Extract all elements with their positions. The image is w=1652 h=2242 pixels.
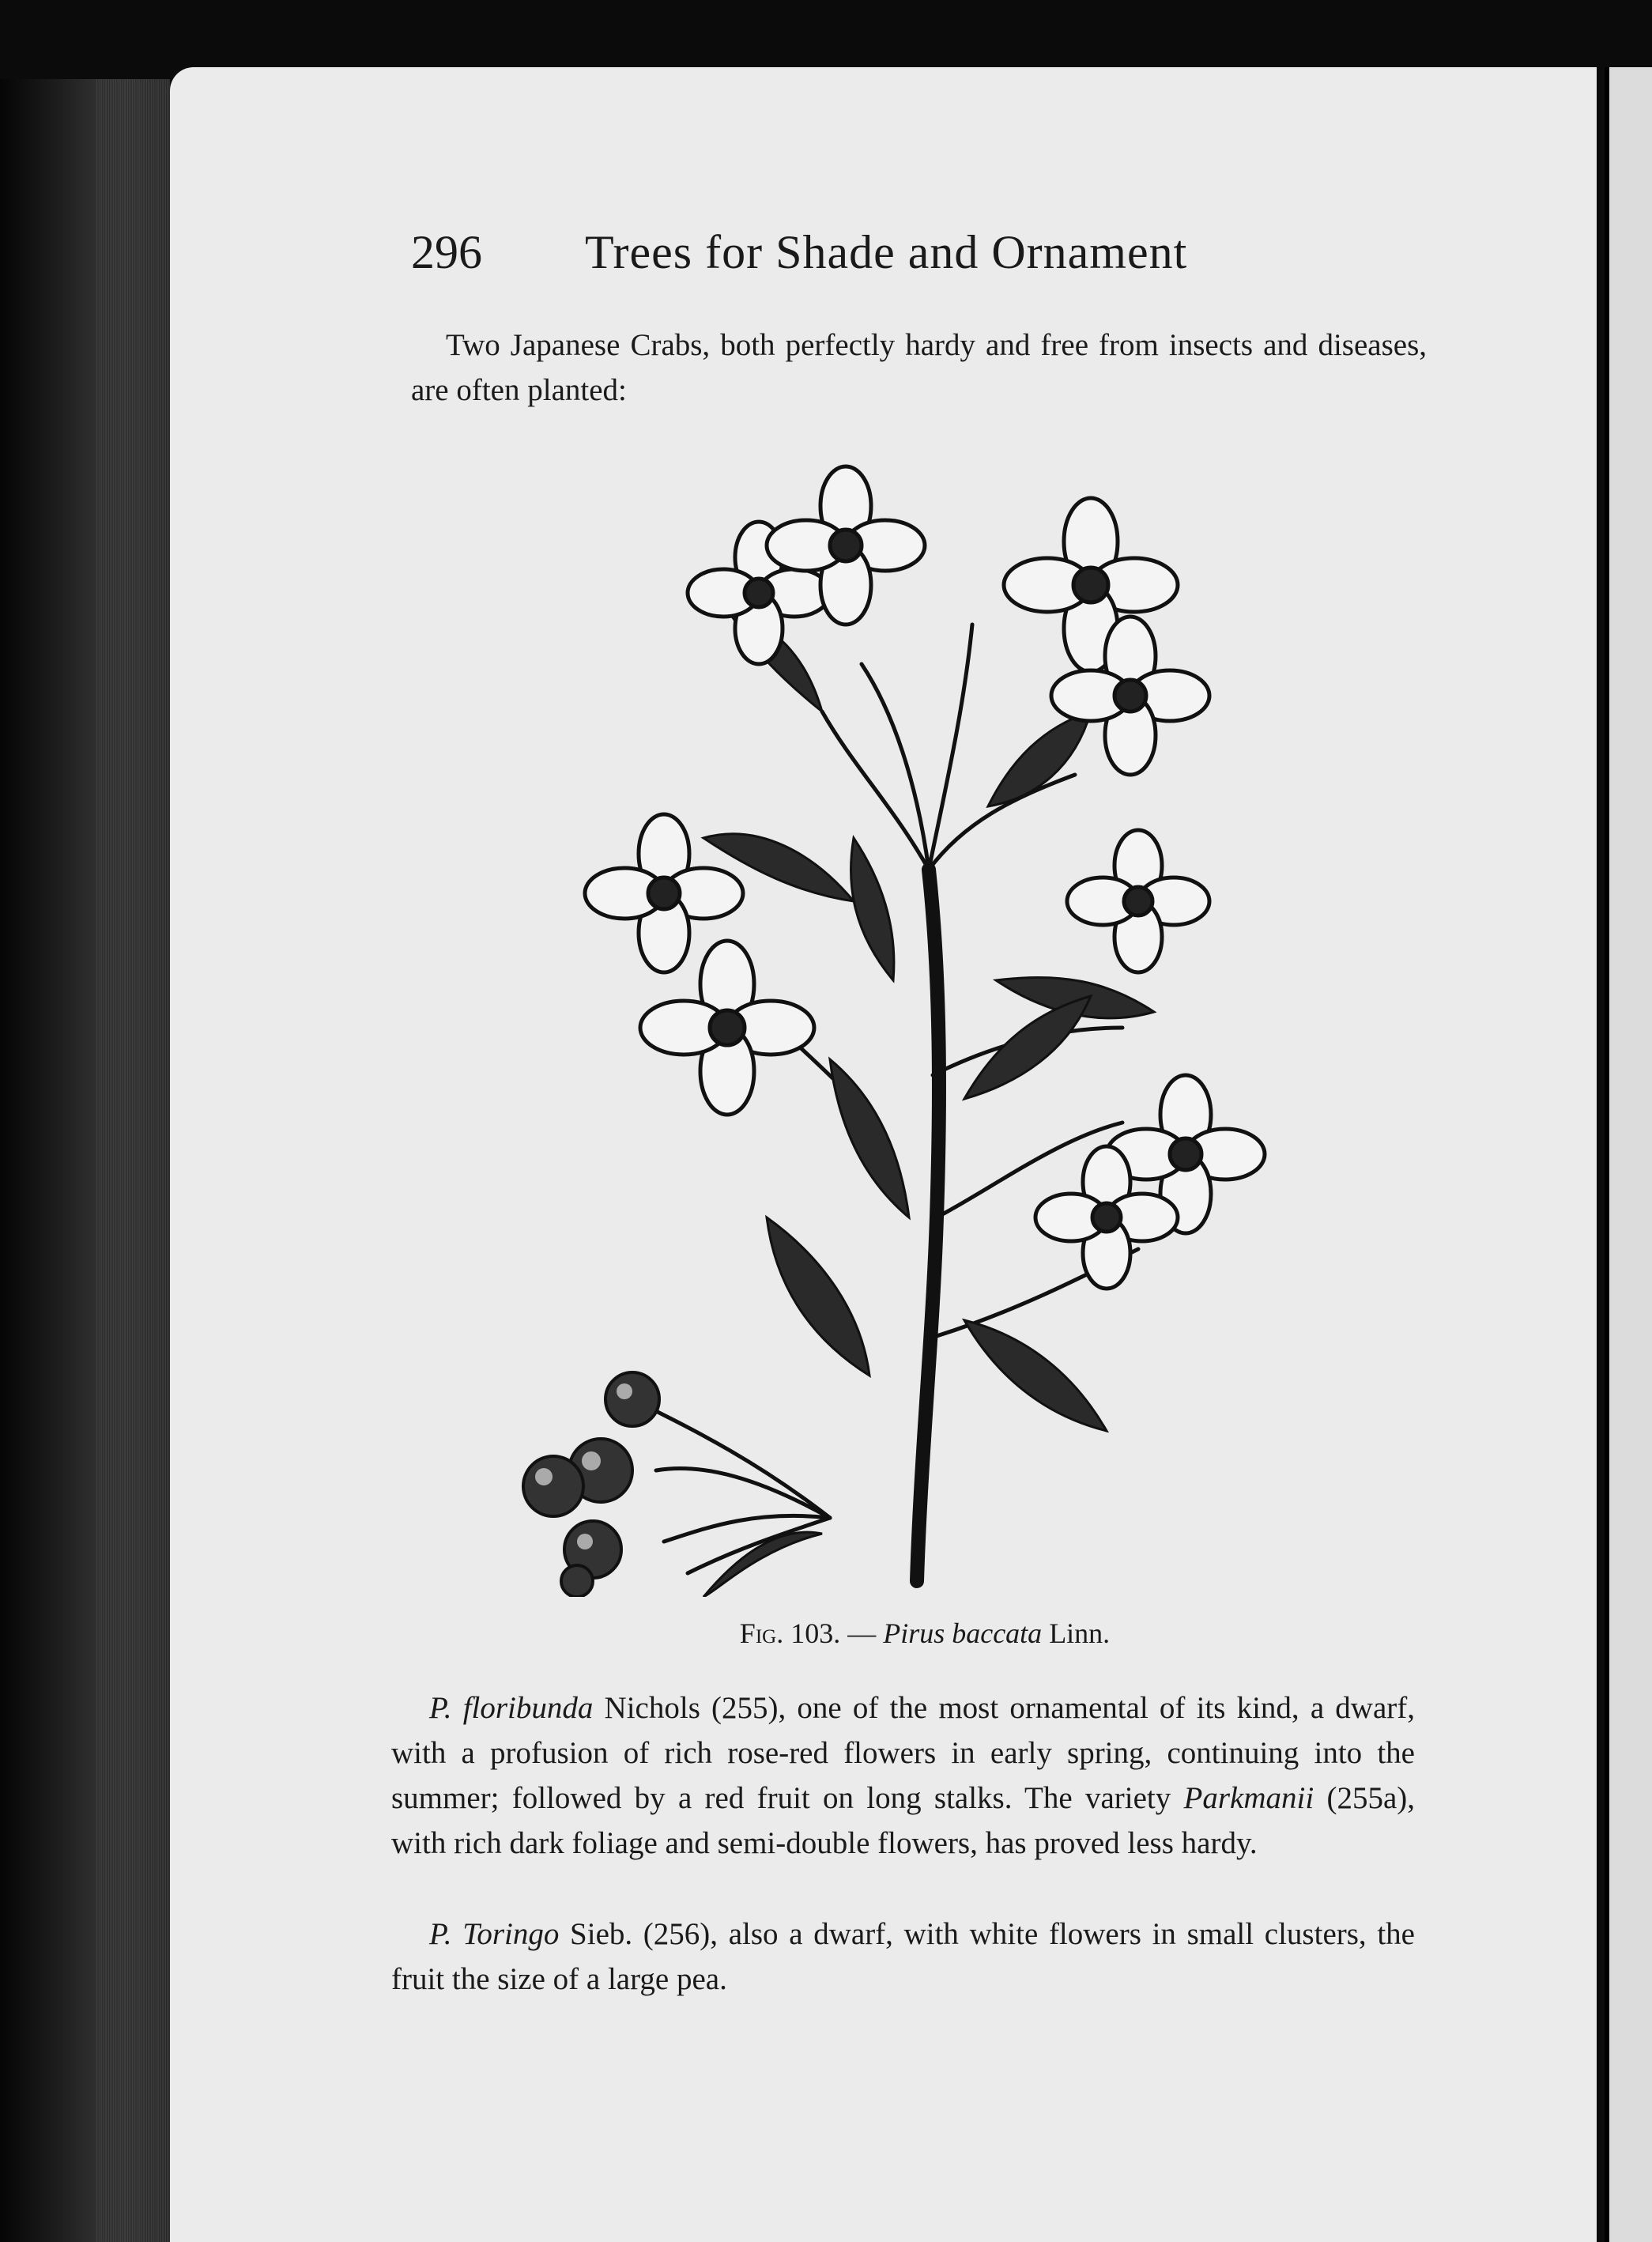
figure-caption — [680, 1617, 1170, 1650]
variety-name: Parkmanii — [1183, 1781, 1314, 1815]
entry-floribunda — [391, 1685, 1415, 1866]
running-title: Trees for Shade and Ornament — [585, 226, 1188, 278]
entry-text: Sieb. (256), also a dwarf, with white flowers in small clusters, the fruit the size of a large pea. — [391, 1917, 1415, 1996]
caption-figure-number: Fig. 103. — [739, 1617, 841, 1649]
entry-toringo — [391, 1912, 1415, 2002]
caption-species: Pirus baccata — [883, 1617, 1043, 1649]
entry-name: P. floribunda — [429, 1691, 594, 1725]
caption-author: Linn. — [1042, 1617, 1111, 1649]
entry-name: P. Toringo — [429, 1917, 560, 1951]
entry-text-continued: , with rich dark foliage and semi-double flowers, has proved less hardy. — [391, 1781, 1415, 1860]
entry-text: Nichols (255), one of the most ornamental of its kind, a dwarf, with a profusion of rich rose-red flowers in early spring, continuing into the summer; followed by a red fruit on long stalks. The variety — [391, 1691, 1415, 1815]
intro-paragraph: Two Japanese Crabs, both perfectly hardy and free from insects and diseases, are often planted: — [411, 328, 1427, 407]
caption-dash: — — [840, 1617, 884, 1649]
pirus-baccata-illustration — [522, 427, 1273, 1597]
variety-number: (255a) — [1314, 1781, 1408, 1815]
page-header — [411, 225, 1439, 289]
facing-page-edge — [1605, 67, 1652, 2242]
page-edges — [95, 79, 170, 2242]
page-number: 296 — [411, 226, 482, 278]
